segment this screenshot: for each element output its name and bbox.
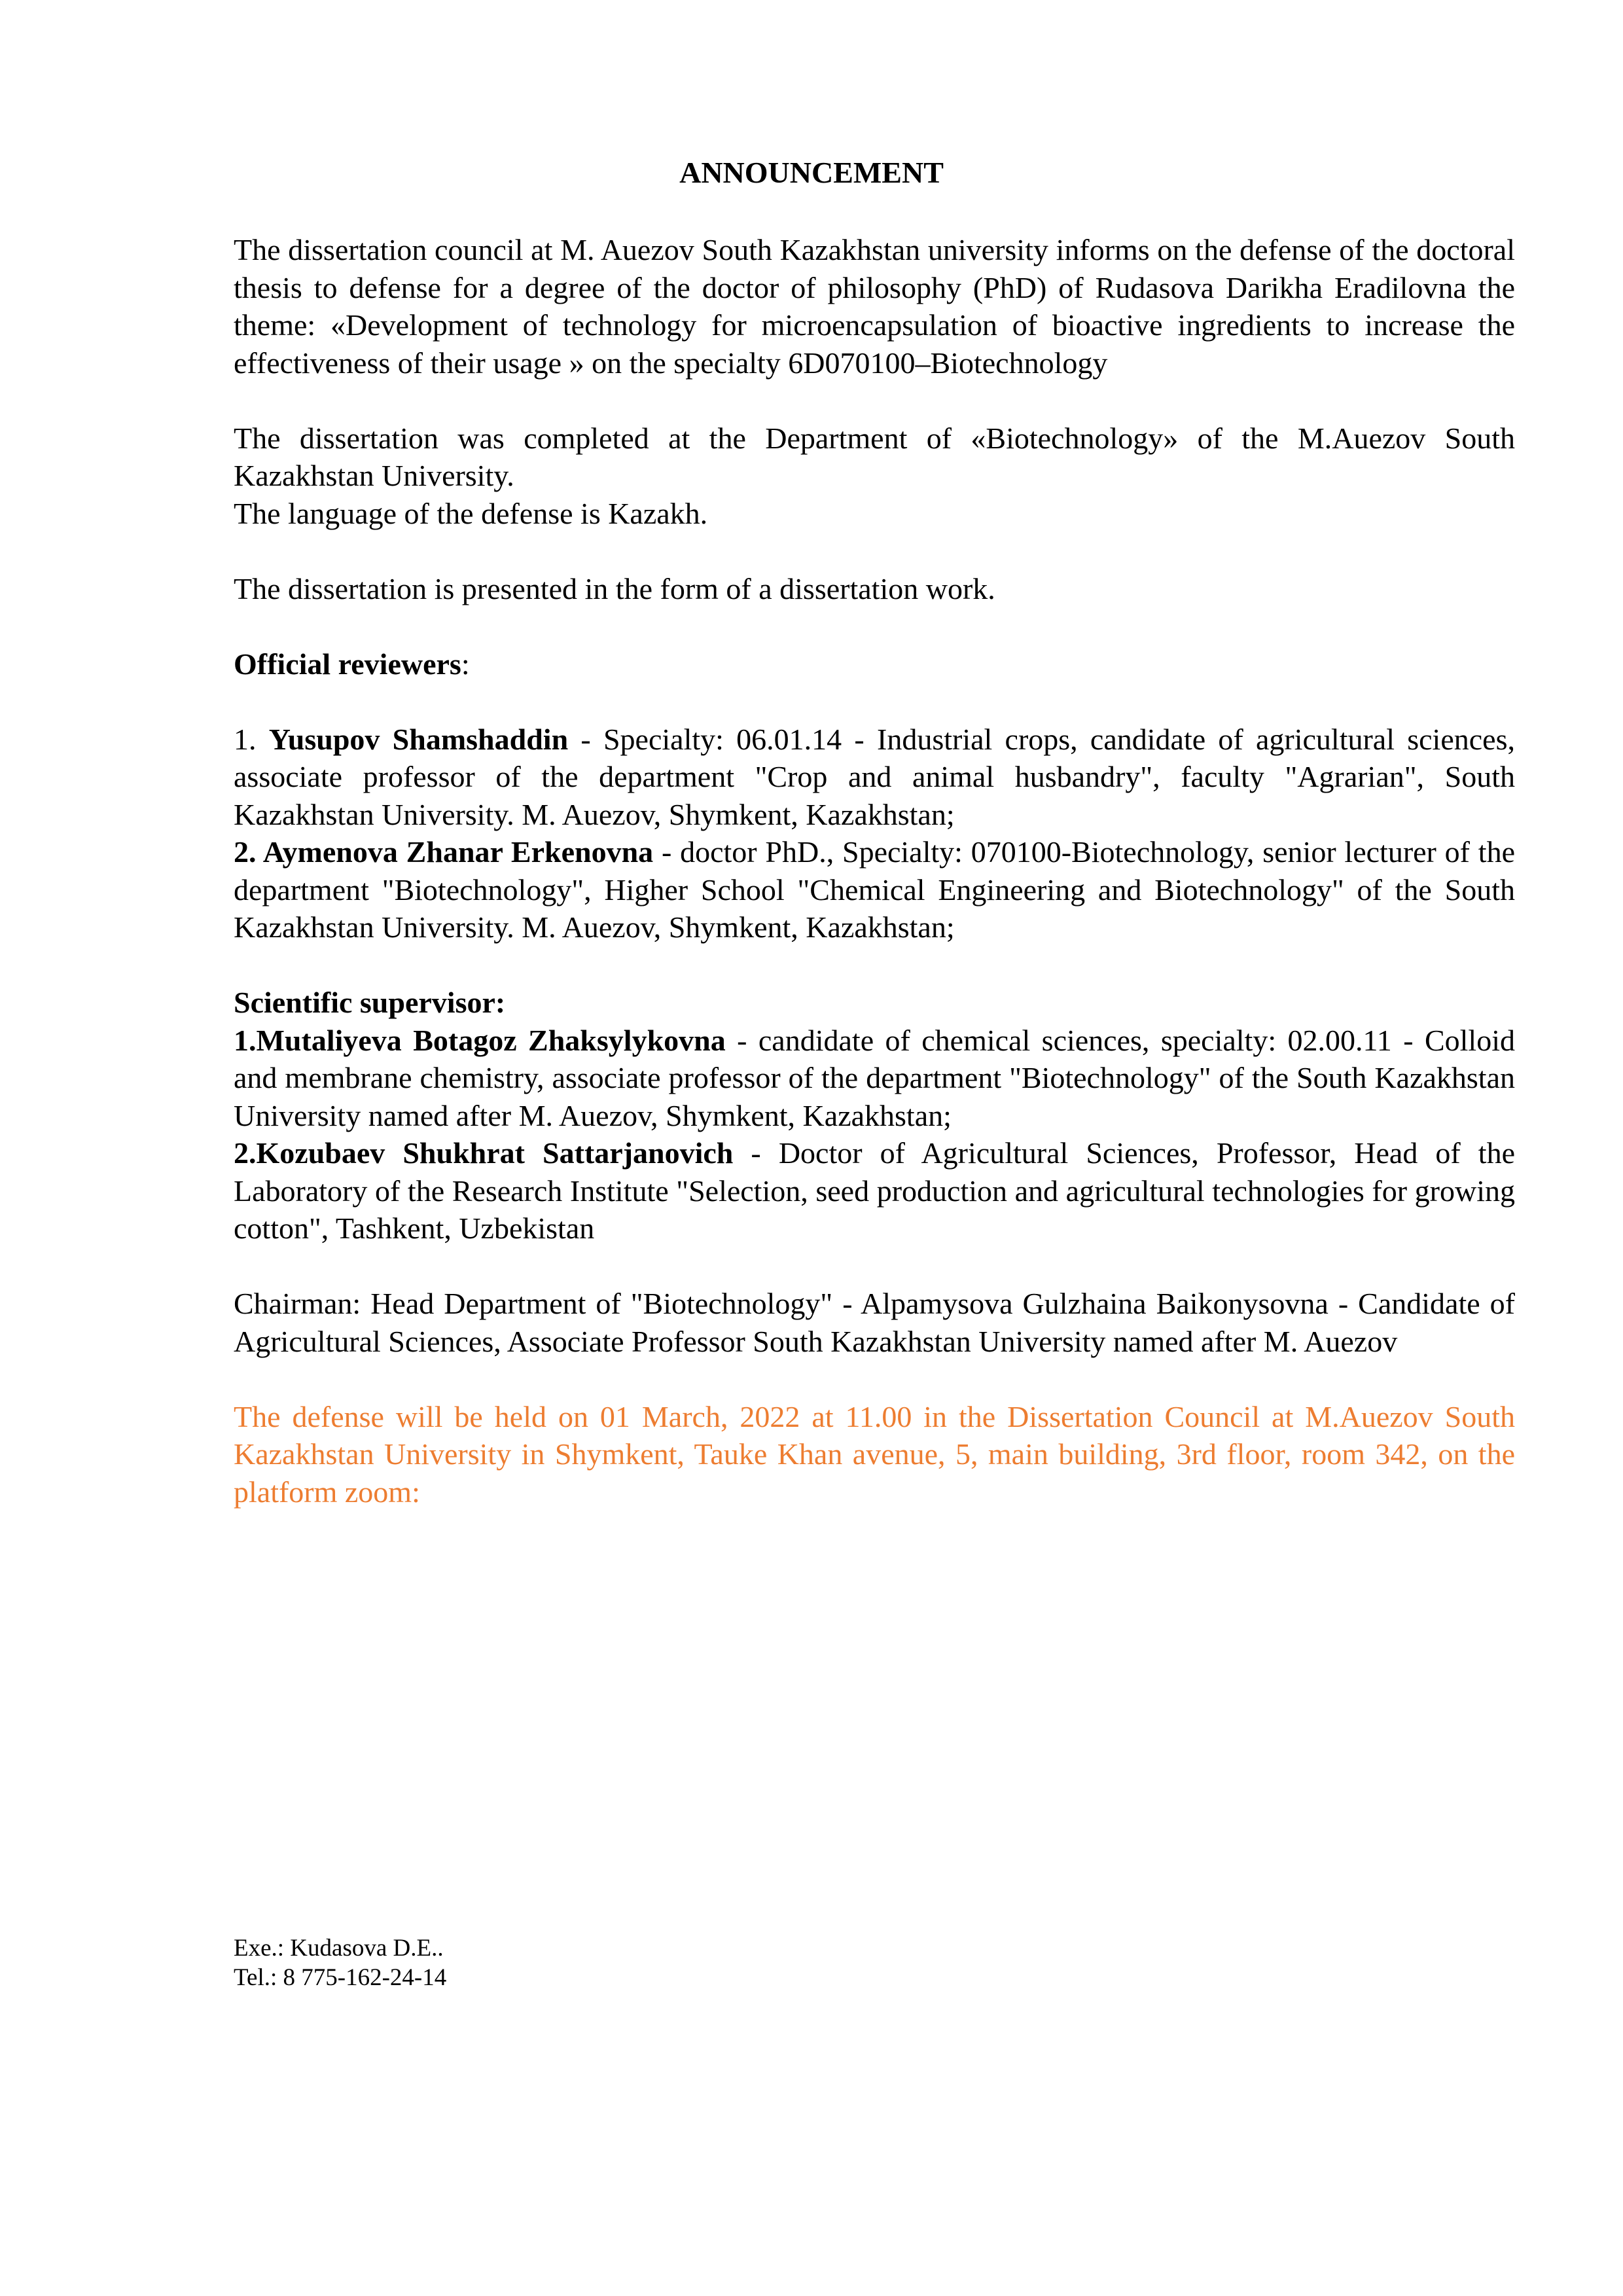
defense-notice: The defense will be held on 01 March, 2022 at 11.00 in the Dissertation Council at M.Auezov South Kazakhstan University in Shymkent, Tauke Khan avenue, 5, main building, 3rd floor, room 342, on the platform zoom:	[234, 1399, 1515, 1509]
supervisor-name: 1.Mutaliyeva Botagoz Zhaksylykovna	[234, 1023, 726, 1057]
supervisor-name: 2.Kozubaev Shukhrat Sattarjanovich	[234, 1136, 734, 1170]
document-body	[234, 231, 1515, 1511]
intro-paragraph: The dissertation council at M. Auezov South Kazakhstan university informs on the defense of the doctoral thesis to defense for a degree of the doctor of philosophy (PhD) of Rudasova Darikha Eradilovna the theme: «Development of technology for microencapsulation of bioactive ingredients to increase the effectiveness of their usage » on the specialty 6D070100–Biotechnology	[234, 233, 1515, 380]
reviewer-item	[234, 721, 1515, 834]
phone-line: Tel.: 8 775-162-24-14	[234, 1964, 447, 1991]
reviewer-prefix: 1.	[234, 722, 269, 756]
reviewers-heading-suffix: :	[461, 647, 470, 681]
reviewer-item	[234, 833, 1515, 946]
completed-at-paragraph: The dissertation was completed at the Department of «Biotechnology» of the M.Auezov South Kazakhstan University.	[234, 421, 1515, 492]
reviewer-details: - doctor PhD., Specialty: 070100-Biotechnology, senior lecturer of the department "Biotechnology", Higher School "Chemical Engineering and Biotechnology" of the South Kazakhstan University. M. Auezov, Shymkent, Kazakhstan;	[234, 835, 1515, 944]
reviewer-details: - Specialty: 06.01.14 - Industrial crops, candidate of agricultural sciences, associate professor of the department "Crop and animal husbandry", faculty "Agrarian", South Kazakhstan University. M. Auezov, Shymkent, Kazakhstan;	[234, 722, 1515, 831]
language-paragraph: The language of the defense is Kazakh.	[234, 496, 708, 530]
supervisor-details: - Doctor of Agricultural Sciences, Professor, Head of the Laboratory of the Research Institute "Selection, seed production and agricultural technologies for growing cotton", Tashkent, Uzbekistan	[234, 1136, 1515, 1245]
supervisor-heading	[234, 984, 1515, 1022]
document-footer	[234, 1933, 446, 1992]
reviewers-heading	[234, 645, 1515, 683]
form-paragraph: The dissertation is presented in the form of a dissertation work.	[234, 571, 995, 605]
reviewers-heading-label: Official reviewers	[234, 647, 461, 681]
executor-line: Exe.: Kudasova D.E..	[234, 1935, 444, 1962]
supervisor-item	[234, 1022, 1515, 1135]
supervisor-heading-label: Scientific supervisor:	[234, 986, 506, 1019]
page-title: ANNOUNCEMENT	[679, 156, 944, 189]
reviewer-name: 2. Aymenova Zhanar Erkenovna	[234, 835, 654, 869]
chairman-paragraph: Chairman: Head Department of "Biotechnology" - Alpamysova Gulzhaina Baikonysovna - Candidate of Agricultural Sciences, Associate Professor South Kazakhstan University named after M. Auezov	[234, 1287, 1515, 1358]
supervisor-details: - candidate of chemical sciences, specialty: 02.00.11 - Colloid and membrane chemistry, associate professor of the department "Biotechnology" of the South Kazakhstan University named after M. Auezov, Shymkent, Kazakhstan;	[234, 1023, 1515, 1132]
reviewer-name: Yusupov Shamshaddin	[268, 722, 569, 756]
supervisor-item	[234, 1134, 1515, 1247]
